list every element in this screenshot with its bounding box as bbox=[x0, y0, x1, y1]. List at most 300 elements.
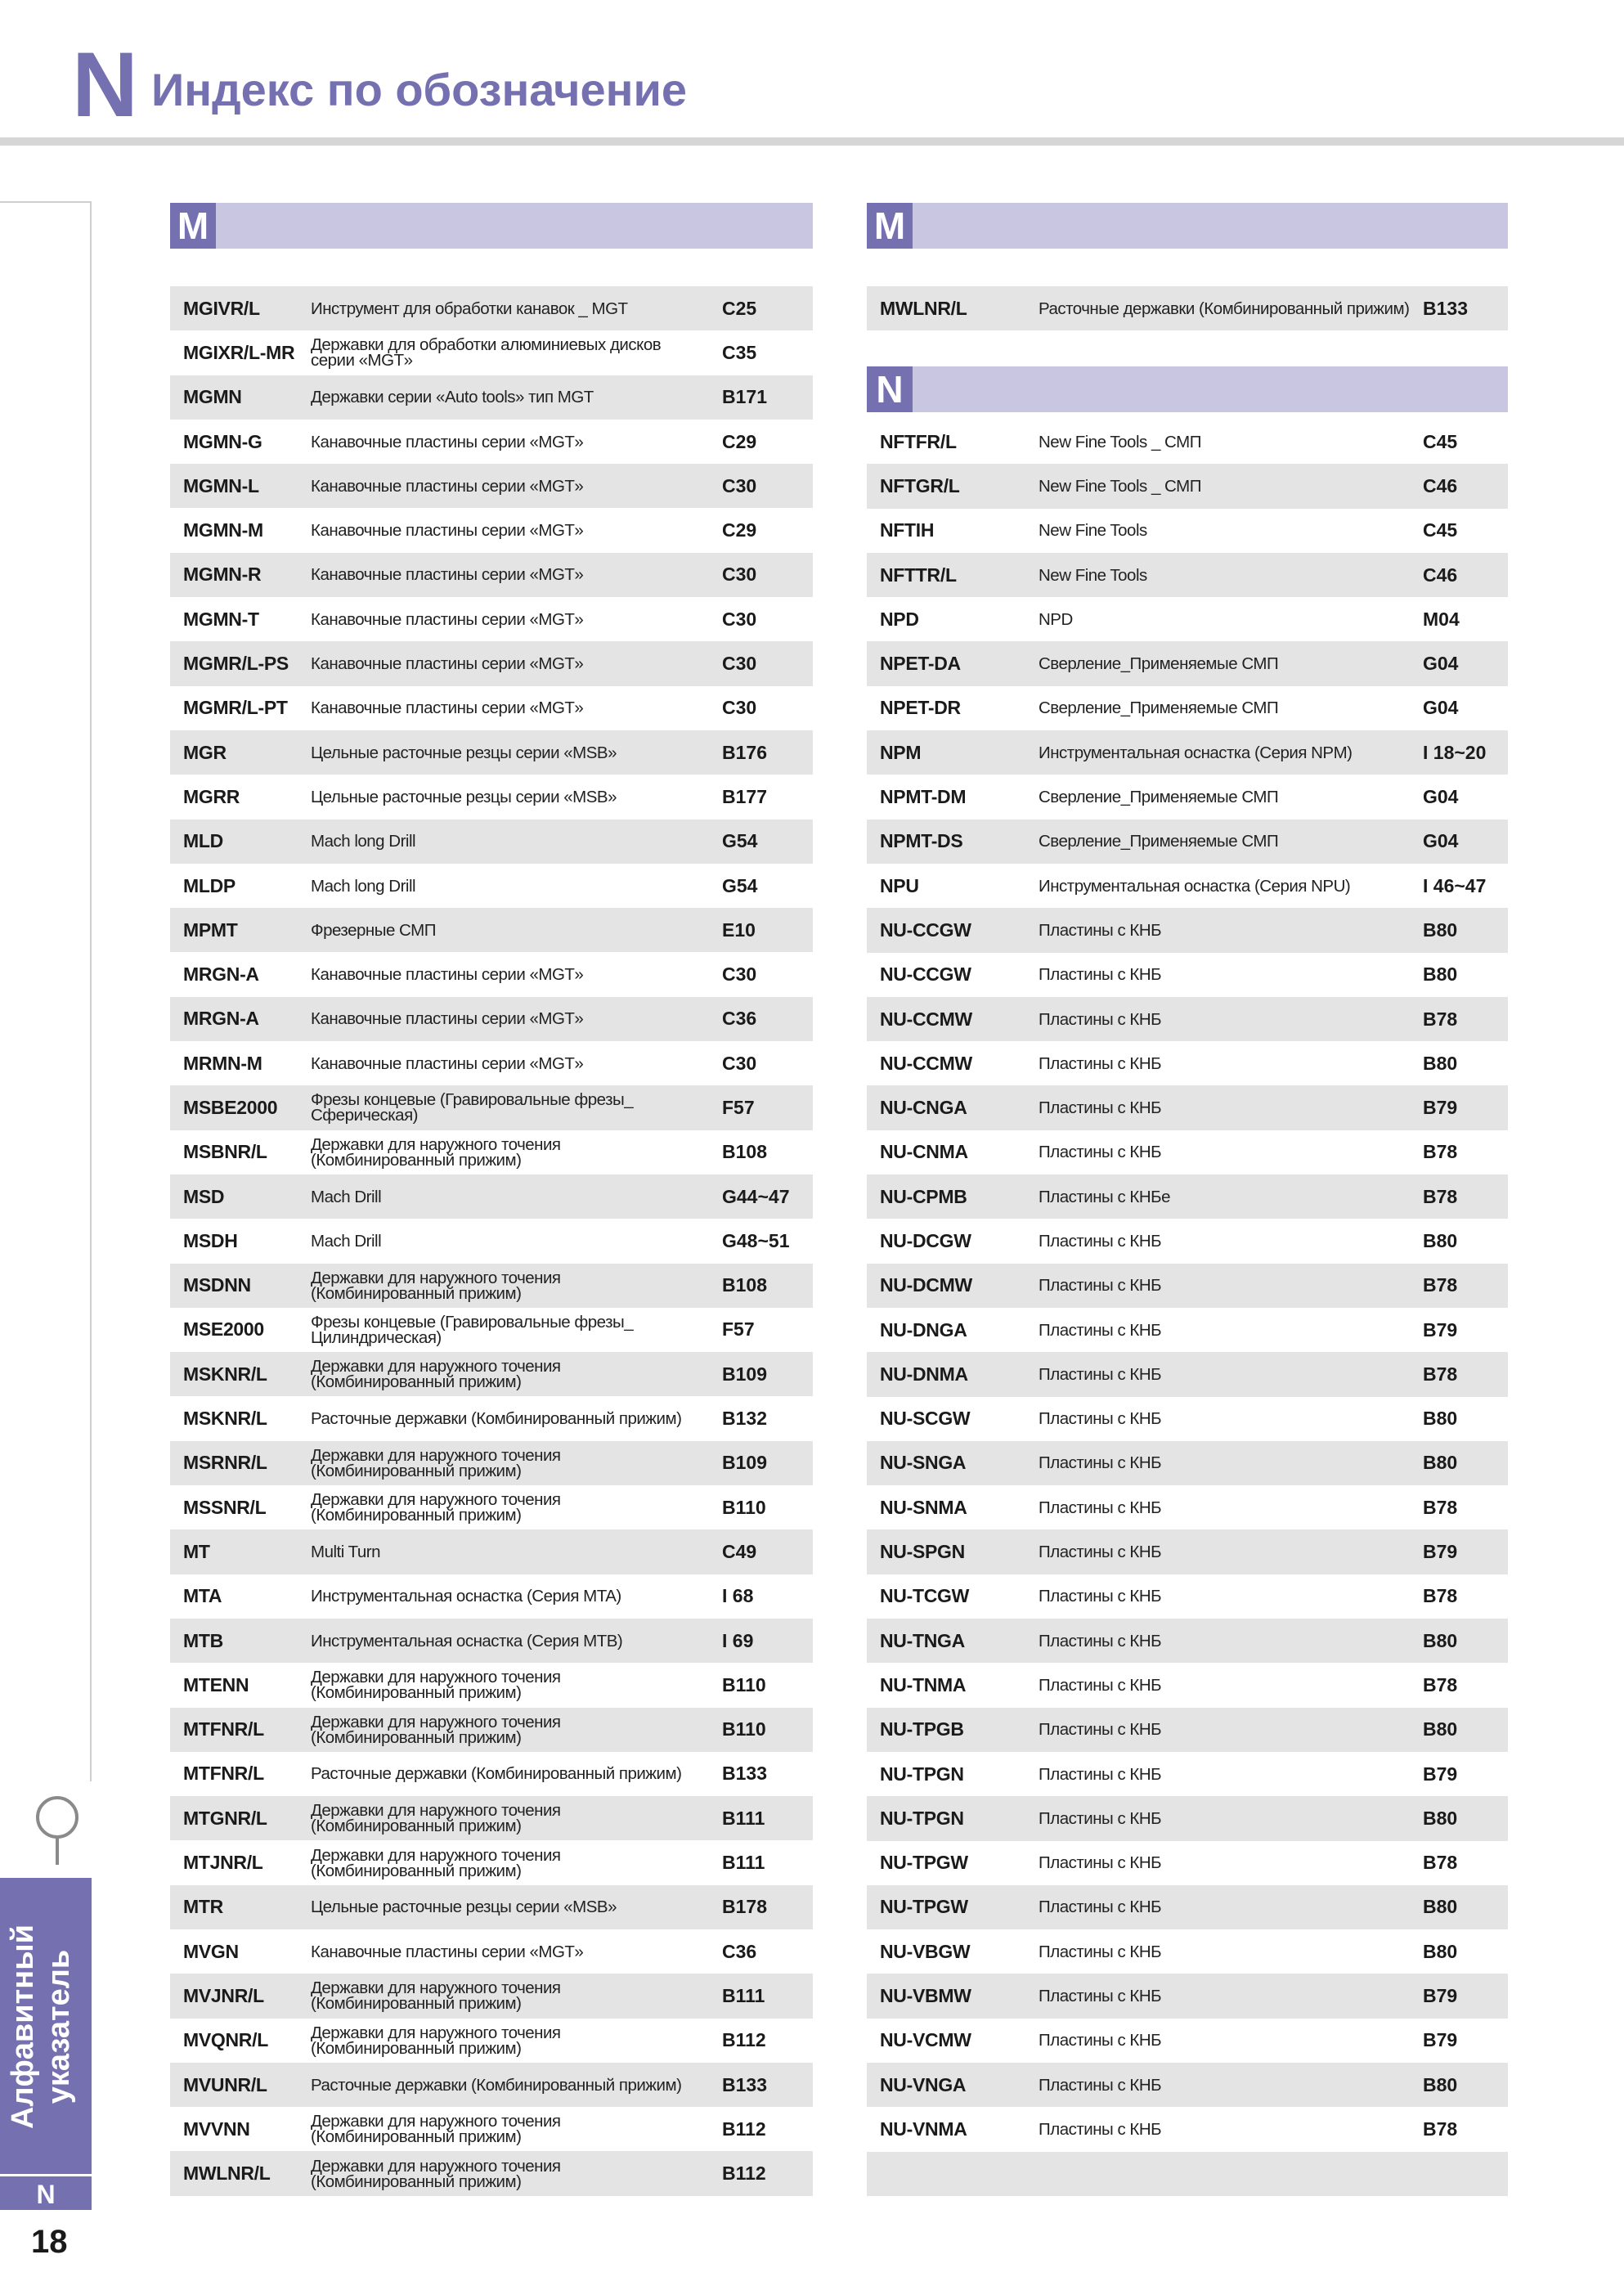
page-number: 18 bbox=[31, 2224, 68, 2260]
table-row bbox=[170, 1663, 813, 1707]
table-row bbox=[867, 509, 1508, 553]
row-page-ref: B109 bbox=[722, 1452, 767, 1474]
table-row bbox=[170, 553, 813, 597]
row-description: Цельные расточные резцы серии «MSB» bbox=[311, 1898, 617, 1917]
row-code: NFTGR/L bbox=[880, 474, 960, 496]
row-code: MTFNR/L bbox=[183, 1763, 264, 1785]
row-description: Державки для наружного точения (Комбинированный прижим) bbox=[311, 2023, 561, 2058]
table-row bbox=[867, 1441, 1508, 1485]
row-code: NU-TPGW bbox=[880, 1852, 968, 1874]
row-code: MSDH bbox=[183, 1229, 238, 1251]
table-row bbox=[867, 1264, 1508, 1308]
table-row bbox=[867, 286, 1508, 330]
row-page-ref: C46 bbox=[1423, 474, 1458, 496]
row-code: NPD bbox=[880, 608, 919, 630]
row-description: Пластины с КНБ bbox=[1039, 1543, 1162, 1562]
table-row bbox=[170, 1219, 813, 1263]
row-description: Сверление_Применяемые СМП bbox=[1039, 832, 1279, 851]
row-description: Державки серии «Auto tools» тип MGT bbox=[311, 388, 594, 407]
row-code: MSRNR/L bbox=[183, 1452, 267, 1474]
table-row bbox=[867, 1041, 1508, 1085]
row-description: Пластины с КНБ bbox=[1039, 1409, 1162, 1429]
row-description: Пластины с КНБ bbox=[1039, 2031, 1162, 2050]
row-page-ref: B112 bbox=[722, 2029, 766, 2051]
row-description: Державки для наружного точения (Комбинированный прижим) bbox=[311, 1134, 561, 1170]
row-description: Пластины с КНБ bbox=[1039, 1720, 1162, 1740]
row-description: Канавочные пластины серии «MGT» bbox=[311, 1942, 584, 1961]
table-row bbox=[170, 1130, 813, 1174]
row-description: Фрезерные СМП bbox=[311, 920, 436, 940]
table-row bbox=[170, 1574, 813, 1619]
table-row bbox=[170, 2019, 813, 2063]
row-page-ref: B78 bbox=[1423, 1185, 1458, 1207]
row-page-ref: B78 bbox=[1423, 1673, 1458, 1695]
row-code: MTJNR/L bbox=[183, 1852, 263, 1874]
row-page-ref: B78 bbox=[1423, 1496, 1458, 1518]
row-code: MGRR bbox=[183, 785, 240, 807]
sidebar-tab-letter: N bbox=[0, 2174, 92, 2210]
table-row bbox=[170, 1796, 813, 1840]
row-description: Пластины с КНБ bbox=[1039, 965, 1162, 985]
row-page-ref: B79 bbox=[1423, 2029, 1458, 2051]
row-page-ref: C49 bbox=[722, 1540, 757, 1562]
row-code: MGMN bbox=[183, 386, 242, 408]
row-description: Пластины с КНБ bbox=[1039, 1364, 1162, 1384]
row-page-ref: B80 bbox=[1423, 1229, 1458, 1251]
row-page-ref: B80 bbox=[1423, 1408, 1458, 1430]
row-code: MGIVR/L bbox=[183, 297, 260, 319]
table-row bbox=[867, 2107, 1508, 2151]
table-row bbox=[170, 1529, 813, 1574]
row-code: MGIXR/L-MR bbox=[183, 341, 295, 363]
row-page-ref: B80 bbox=[1423, 1452, 1458, 1474]
row-description: Канавочные пластины серии «MGT» bbox=[311, 609, 584, 629]
table-row bbox=[170, 997, 813, 1041]
table-row bbox=[170, 908, 813, 952]
table-row bbox=[170, 330, 813, 375]
row-code: NU-CCGW bbox=[880, 963, 971, 986]
row-page-ref: B133 bbox=[722, 1763, 767, 1785]
row-page-ref: B111 bbox=[722, 1984, 765, 2006]
table-row bbox=[170, 1308, 813, 1352]
row-page-ref: B80 bbox=[1423, 918, 1458, 941]
ring-icon bbox=[36, 1796, 79, 1839]
ring-stem bbox=[56, 1837, 59, 1865]
table-row bbox=[170, 1085, 813, 1130]
row-description: New Fine Tools bbox=[1039, 521, 1147, 541]
row-page-ref: B80 bbox=[1423, 963, 1458, 986]
section-letter: N bbox=[867, 366, 913, 412]
row-code: MVVNN bbox=[183, 2118, 250, 2140]
row-page-ref: B78 bbox=[1423, 1852, 1458, 1874]
row-page-ref: B80 bbox=[1423, 1718, 1458, 1740]
row-page-ref: C45 bbox=[1423, 519, 1458, 541]
row-description: NPD bbox=[1039, 609, 1073, 629]
row-description: Расточные державки (Комбинированный прижим) bbox=[311, 1764, 682, 1784]
table-row bbox=[170, 464, 813, 508]
row-page-ref: B108 bbox=[722, 1274, 767, 1296]
row-description: Державки для наружного точения (Комбинированный прижим) bbox=[311, 1445, 561, 1480]
section-header-m-left bbox=[170, 203, 813, 249]
row-code: MVUNR/L bbox=[183, 2073, 267, 2095]
table-row bbox=[170, 2151, 813, 2195]
row-page-ref: C36 bbox=[722, 1008, 757, 1030]
table-row bbox=[867, 2152, 1508, 2196]
row-code: MGMN-G bbox=[183, 430, 262, 452]
row-code: MSBE2000 bbox=[183, 1096, 278, 1118]
row-page-ref: B133 bbox=[1423, 297, 1468, 319]
row-code: NU-SNGA bbox=[880, 1452, 967, 1474]
table-row bbox=[867, 686, 1508, 730]
row-page-ref: C30 bbox=[722, 697, 757, 719]
row-page-ref: B79 bbox=[1423, 1318, 1458, 1341]
row-code: NU-DCGW bbox=[880, 1229, 971, 1251]
row-page-ref: B110 bbox=[722, 1718, 766, 1740]
table-row bbox=[867, 597, 1508, 641]
row-code: MGR bbox=[183, 741, 227, 763]
row-description: Канавочные пластины серии «MGT» bbox=[311, 476, 584, 496]
row-code: MGMN-T bbox=[183, 608, 259, 630]
row-description: Фрезы концевые (Гравировальные фрезы_ Цилиндрическая) bbox=[311, 1312, 634, 1347]
table-row bbox=[867, 1397, 1508, 1441]
row-code: NPM bbox=[880, 741, 922, 763]
row-code: MTB bbox=[183, 1629, 223, 1651]
row-description: Державки для наружного точения (Комбинированный прижим) bbox=[311, 1268, 561, 1303]
row-code: NU-VBGW bbox=[880, 1940, 971, 1962]
row-code: NPU bbox=[880, 874, 919, 896]
row-page-ref: C36 bbox=[722, 1940, 757, 1962]
table-row bbox=[170, 1619, 813, 1663]
table-row bbox=[867, 1219, 1508, 1263]
table-row bbox=[170, 775, 813, 819]
row-code: NU-DNMA bbox=[880, 1363, 968, 1385]
row-page-ref: B109 bbox=[722, 1363, 767, 1385]
row-page-ref: B80 bbox=[1423, 1807, 1458, 1829]
table-row bbox=[170, 286, 813, 330]
row-code: NFTIH bbox=[880, 519, 935, 541]
row-description: Пластины с КНБ bbox=[1039, 1053, 1162, 1073]
table-row bbox=[867, 1574, 1508, 1619]
row-description: Сверление_Применяемые СМП bbox=[1039, 788, 1279, 807]
table-row bbox=[170, 1174, 813, 1219]
row-code: NU-TPGN bbox=[880, 1763, 964, 1785]
row-description: Пластины с КНБ bbox=[1039, 2075, 1162, 2095]
row-code: NU-SNMA bbox=[880, 1496, 967, 1518]
row-page-ref: G48~51 bbox=[722, 1229, 790, 1251]
row-description: Пластины с КНБ bbox=[1039, 1808, 1162, 1828]
row-page-ref: B78 bbox=[1423, 2118, 1458, 2140]
row-code: MWLNR/L bbox=[183, 2163, 271, 2185]
row-description: Державки для наружного точения (Комбинированный прижим) bbox=[311, 2112, 561, 2147]
row-code: NU-SPGN bbox=[880, 1541, 965, 1563]
table-row bbox=[867, 1619, 1508, 1663]
row-description: Пластины с КНБ bbox=[1039, 1143, 1162, 1162]
row-description: Цельные расточные резцы серии «MSB» bbox=[311, 787, 617, 806]
row-page-ref: B79 bbox=[1423, 1763, 1458, 1785]
row-description: Канавочные пластины серии «MGT» bbox=[311, 698, 584, 718]
row-code: NPET-DA bbox=[880, 653, 961, 675]
row-description: Державки для наружного точения (Комбинированный прижим) bbox=[311, 1490, 561, 1525]
row-page-ref: B80 bbox=[1423, 1940, 1458, 1962]
row-code: MSKNR/L bbox=[183, 1408, 267, 1430]
table-row bbox=[170, 2107, 813, 2151]
table-row bbox=[867, 1308, 1508, 1352]
table-row bbox=[867, 641, 1508, 685]
row-page-ref: B178 bbox=[722, 1896, 767, 1918]
table-row bbox=[867, 997, 1508, 1041]
row-description: Канавочные пластины серии «MGT» bbox=[311, 1009, 584, 1029]
table-row bbox=[170, 1708, 813, 1752]
row-description: Пластины с КНБ bbox=[1039, 1276, 1162, 1296]
table-row bbox=[170, 1885, 813, 1929]
row-page-ref: M04 bbox=[1423, 608, 1460, 630]
row-description: Державки для наружного точения (Комбинированный прижим) bbox=[311, 1668, 561, 1703]
table-row bbox=[867, 1752, 1508, 1796]
row-page-ref: B80 bbox=[1423, 2073, 1458, 2095]
table-row bbox=[867, 1708, 1508, 1752]
table-row bbox=[170, 1974, 813, 2018]
row-page-ref: C30 bbox=[722, 608, 757, 630]
table-row bbox=[170, 730, 813, 775]
row-description: Державки для наружного точения (Комбинированный прижим) bbox=[311, 1978, 561, 2014]
row-code: MVJNR/L bbox=[183, 1984, 264, 2006]
row-page-ref: B111 bbox=[722, 1852, 765, 1874]
row-code: MRGN-A bbox=[183, 963, 259, 986]
row-code: MTENN bbox=[183, 1673, 249, 1695]
row-page-ref: B79 bbox=[1423, 1985, 1458, 2007]
row-description: Канавочные пластины серии «MGT» bbox=[311, 521, 584, 541]
row-page-ref: G04 bbox=[1423, 830, 1459, 852]
index-column-right-m bbox=[867, 286, 1508, 330]
row-page-ref: B176 bbox=[722, 741, 767, 763]
row-page-ref: G04 bbox=[1423, 653, 1459, 675]
row-code: MSDNN bbox=[183, 1274, 251, 1296]
row-page-ref: B80 bbox=[1423, 1896, 1458, 1918]
row-page-ref: B78 bbox=[1423, 1274, 1458, 1296]
section-header-m-right bbox=[867, 203, 1508, 249]
row-page-ref: C35 bbox=[722, 341, 757, 363]
table-row bbox=[867, 1974, 1508, 2018]
row-page-ref: C30 bbox=[722, 474, 757, 496]
row-description: Инструментальная оснастка (Серия MTA) bbox=[311, 1587, 621, 1606]
table-row bbox=[170, 1396, 813, 1440]
table-row bbox=[170, 1441, 813, 1485]
table-row bbox=[170, 420, 813, 464]
row-description: Mach Drill bbox=[311, 1231, 382, 1251]
row-description: Пластины с КНБ bbox=[1039, 1764, 1162, 1784]
row-description: Пластины с КНБ bbox=[1039, 2119, 1162, 2139]
row-code: NU-TPGW bbox=[880, 1896, 968, 1918]
row-description: Mach long Drill bbox=[311, 832, 416, 851]
row-code: NU-CCMW bbox=[880, 1052, 972, 1074]
row-page-ref: B79 bbox=[1423, 1541, 1458, 1563]
row-page-ref: B108 bbox=[722, 1141, 767, 1163]
table-row bbox=[867, 820, 1508, 864]
row-page-ref: C25 bbox=[722, 297, 757, 319]
row-description: Канавочные пластины серии «MGT» bbox=[311, 654, 584, 674]
row-description: Державки для наружного точения (Комбинированный прижим) bbox=[311, 1801, 561, 1836]
table-row bbox=[867, 464, 1508, 508]
row-code: MTFNR/L bbox=[183, 1718, 264, 1740]
row-code: NFTTR/L bbox=[880, 564, 957, 586]
row-description: Пластины с КНБ bbox=[1039, 1320, 1162, 1340]
table-row bbox=[867, 420, 1508, 464]
row-code: MGMN-L bbox=[183, 474, 259, 496]
row-page-ref: G44~47 bbox=[722, 1185, 790, 1207]
row-code: NU-DNGA bbox=[880, 1318, 967, 1341]
row-code: NU-CNGA bbox=[880, 1097, 967, 1119]
row-code: NU-VNMA bbox=[880, 2118, 967, 2140]
row-description: Mach Drill bbox=[311, 1187, 382, 1206]
row-code: NU-TNGA bbox=[880, 1629, 965, 1651]
row-code: MRGN-A bbox=[183, 1008, 259, 1030]
row-description: Пластины с КНБ bbox=[1039, 1942, 1162, 1961]
table-row bbox=[170, 1929, 813, 1974]
row-code: MTA bbox=[183, 1585, 222, 1607]
sidebar-frame bbox=[0, 201, 92, 1781]
row-description: Пластины с КНБе bbox=[1039, 1187, 1170, 1206]
sidebar-tab-line1: Алфавитный bbox=[6, 1924, 40, 2130]
row-code: MSSNR/L bbox=[183, 1496, 267, 1518]
row-description: Канавочные пластины серии «MGT» bbox=[311, 432, 584, 451]
row-page-ref: G04 bbox=[1423, 786, 1459, 808]
table-row bbox=[867, 1130, 1508, 1174]
table-row bbox=[170, 686, 813, 730]
row-description: Сверление_Применяемые СМП bbox=[1039, 698, 1279, 718]
row-page-ref: B132 bbox=[722, 1408, 767, 1430]
row-description: New Fine Tools _ СМП bbox=[1039, 432, 1201, 451]
table-row bbox=[867, 1529, 1508, 1574]
row-page-ref: B110 bbox=[722, 1496, 766, 1518]
row-code: NU-VNGA bbox=[880, 2073, 967, 2095]
row-code: MPMT bbox=[183, 918, 238, 941]
row-page-ref: B171 bbox=[722, 386, 767, 408]
row-code: MVGN bbox=[183, 1940, 239, 1962]
row-code: MWLNR/L bbox=[880, 297, 967, 319]
row-description: Державки для наружного точения (Комбинированный прижим) bbox=[311, 1357, 561, 1392]
row-code: MTGNR/L bbox=[183, 1807, 267, 1829]
table-row bbox=[170, 952, 813, 996]
row-code: MLD bbox=[183, 830, 223, 852]
row-code: NU-VCMW bbox=[880, 2029, 971, 2051]
row-code: MGMN-R bbox=[183, 564, 262, 586]
row-page-ref: G54 bbox=[722, 830, 758, 852]
table-row bbox=[867, 1485, 1508, 1529]
row-code: NPMT-DM bbox=[880, 786, 967, 808]
row-page-ref: B78 bbox=[1423, 1585, 1458, 1607]
row-page-ref: B78 bbox=[1423, 1363, 1458, 1385]
row-page-ref: C46 bbox=[1423, 564, 1458, 586]
row-description: Расточные державки (Комбинированный прижим) bbox=[311, 1409, 682, 1429]
table-row bbox=[867, 1841, 1508, 1885]
row-description: Пластины с КНБ bbox=[1039, 1631, 1162, 1651]
row-description: Пластины с КНБ bbox=[1039, 920, 1162, 940]
row-code: NU-CPMB bbox=[880, 1185, 967, 1207]
row-code: MGMR/L-PT bbox=[183, 697, 288, 719]
row-description: Mach long Drill bbox=[311, 876, 416, 896]
table-row bbox=[170, 597, 813, 641]
row-code: MGMN-M bbox=[183, 519, 263, 541]
table-row bbox=[170, 864, 813, 908]
row-code: MGMR/L-PS bbox=[183, 653, 289, 675]
table-row bbox=[170, 641, 813, 685]
table-row bbox=[867, 1085, 1508, 1130]
row-description: Пластины с КНБ bbox=[1039, 1009, 1162, 1029]
row-description: Инструментальная оснастка (Серия NPM) bbox=[1039, 743, 1353, 762]
table-row bbox=[170, 1752, 813, 1796]
section-header-n bbox=[867, 366, 1508, 412]
row-description bbox=[1039, 2152, 1415, 2196]
row-description: Державки для наружного точения (Комбинированный прижим) bbox=[311, 1845, 561, 1880]
row-description: Multi Turn bbox=[311, 1542, 380, 1561]
table-row bbox=[170, 375, 813, 420]
row-page-ref: B112 bbox=[722, 2163, 766, 2185]
row-page-ref: G54 bbox=[722, 874, 758, 896]
row-description: Расточные державки (Комбинированный прижим) bbox=[1039, 299, 1410, 318]
row-description: Пластины с КНБ bbox=[1039, 1098, 1162, 1118]
row-page-ref: C30 bbox=[722, 1052, 757, 1074]
table-row bbox=[867, 1663, 1508, 1707]
row-code: NU-TPGN bbox=[880, 1807, 964, 1829]
row-code: NPET-DR bbox=[880, 697, 961, 719]
row-code: MVQNR/L bbox=[183, 2029, 268, 2051]
row-code: NPMT-DS bbox=[880, 830, 963, 852]
row-page-ref: B112 bbox=[722, 2118, 766, 2140]
row-description: Сверление_Применяемые СМП bbox=[1039, 654, 1279, 674]
row-description: Канавочные пластины серии «MGT» bbox=[311, 565, 584, 585]
row-code: NU-TPGB bbox=[880, 1718, 964, 1740]
row-code: NU-CNMA bbox=[880, 1141, 968, 1163]
row-code: NU-TCGW bbox=[880, 1585, 970, 1607]
row-description: Инструмент для обработки канавок _ MGT bbox=[311, 299, 628, 318]
row-description: Канавочные пластины серии «MGT» bbox=[311, 1053, 584, 1073]
row-description: Пластины с КНБ bbox=[1039, 1898, 1162, 1917]
table-row bbox=[170, 508, 813, 552]
row-page-ref: I 69 bbox=[722, 1629, 754, 1651]
row-description: Фрезы концевые (Гравировальные фрезы_ Сферическая) bbox=[311, 1090, 634, 1125]
table-row bbox=[867, 775, 1508, 819]
row-code: NU-SCGW bbox=[880, 1408, 971, 1430]
row-description: Пластины с КНБ bbox=[1039, 1987, 1162, 2006]
row-page-ref: B80 bbox=[1423, 1052, 1458, 1074]
row-code: MSBNR/L bbox=[183, 1141, 267, 1163]
row-code: NU-CCGW bbox=[880, 918, 971, 941]
row-page-ref: B80 bbox=[1423, 1629, 1458, 1651]
row-page-ref: B78 bbox=[1423, 1141, 1458, 1163]
row-page-ref: I 18~20 bbox=[1423, 741, 1487, 763]
row-code: MSE2000 bbox=[183, 1318, 264, 1341]
table-row bbox=[867, 2063, 1508, 2107]
table-row bbox=[170, 1352, 813, 1396]
row-page-ref: I 46~47 bbox=[1423, 874, 1487, 896]
table-row bbox=[867, 553, 1508, 597]
row-description: Пластины с КНБ bbox=[1039, 1231, 1162, 1251]
row-description: Пластины с КНБ bbox=[1039, 1498, 1162, 1517]
row-code: NU-VBMW bbox=[880, 1985, 971, 2007]
table-row bbox=[867, 1174, 1508, 1219]
row-description: Пластины с КНБ bbox=[1039, 1853, 1162, 1873]
row-page-ref: B110 bbox=[722, 1673, 766, 1695]
row-description: New Fine Tools bbox=[1039, 565, 1147, 585]
table-row bbox=[170, 1840, 813, 1884]
row-page-ref: E10 bbox=[722, 918, 756, 941]
row-description: Инструментальная оснастка (Серия NPU) bbox=[1039, 876, 1351, 896]
row-code: MTR bbox=[183, 1896, 223, 1918]
row-code: NFTFR/L bbox=[880, 430, 957, 452]
row-description: Державки для наружного точения (Комбинированный прижим) bbox=[311, 2156, 561, 2191]
row-code: NU-DCMW bbox=[880, 1274, 972, 1296]
row-code: MSKNR/L bbox=[183, 1363, 267, 1385]
